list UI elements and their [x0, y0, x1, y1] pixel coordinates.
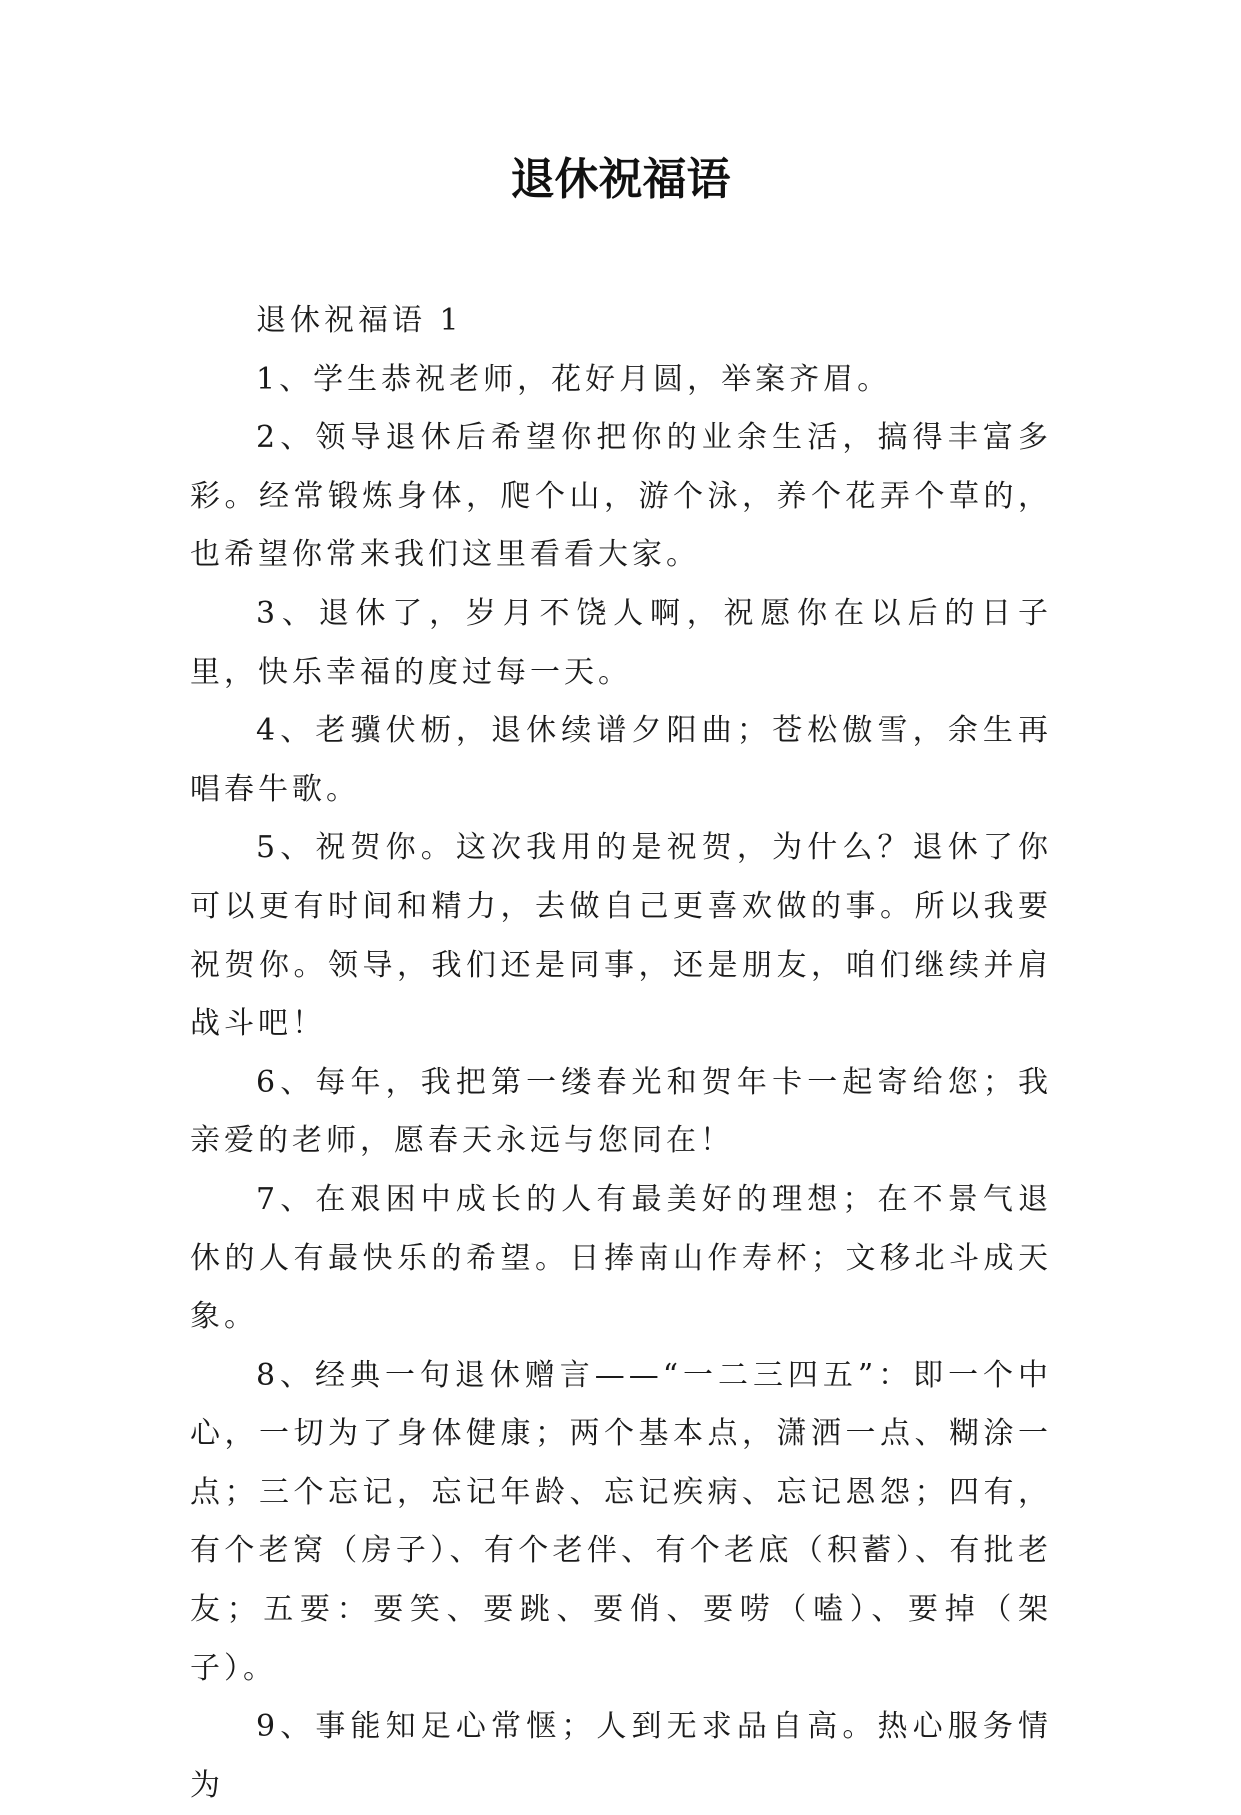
- paragraph-6: 6、每年，我把第一缕春光和贺年卡一起寄给您；我亲爱的老师，愿春天永远与您同在！: [190, 1064, 1052, 1159]
- paragraph-7: 7、在艰困中成长的人有最美好的理想；在不景气退休的人有最快乐的希望。日捧南山作寿杯；文移北斗成天象。: [190, 1181, 1052, 1335]
- paragraph-9: 9、事能知足心常惬；人到无求品自高。热心服务情为: [190, 1709, 1052, 1803]
- paragraph-3: 3、退休了，岁月不饶人啊，祝愿你在以后的日子里，快乐幸福的度过每一天。: [190, 595, 1052, 690]
- paragraph-4: 4、老骥伏枥，退休续谱夕阳曲；苍松傲雪，余生再唱春牛歌。: [190, 713, 1052, 807]
- document-body: [190, 292, 1052, 1815]
- paragraph-5: 5、祝贺你。这次我用的是祝贺，为什么？退休了你可以更有时间和精力，去做自己更喜欢做的事。所以我要祝贺你。领导，我们还是同事，还是朋友，咱们继续并肩战斗吧！: [190, 830, 1052, 1042]
- paragraph-1: 1、学生恭祝老师，花好月圆，举案齐眉。: [256, 361, 892, 397]
- document-title: 退休祝福语: [510, 154, 731, 205]
- paragraph-2: 2、领导退休后希望你把你的业余生活，搞得丰富多彩。经常锻炼身体，爬个山，游个泳，养个花弄个草的，也希望你常来我们这里看看大家。: [190, 420, 1052, 573]
- section-heading: 退休祝福语 1: [256, 303, 463, 338]
- paragraph-8: 8、经典一句退休赠言——“一二三四五”：即一个中心，一切为了身体健康；两个基本点，潇洒一点、糊涂一点；三个忘记，忘记年龄、忘记疾病、忘记恩怨；四有，有个老窝（房子）、有个老伴、有个老底（积蓄）、有批老友；五要：要笑、要跳、要俏、要唠（嗑）、要掉（架子）。: [190, 1357, 1052, 1686]
